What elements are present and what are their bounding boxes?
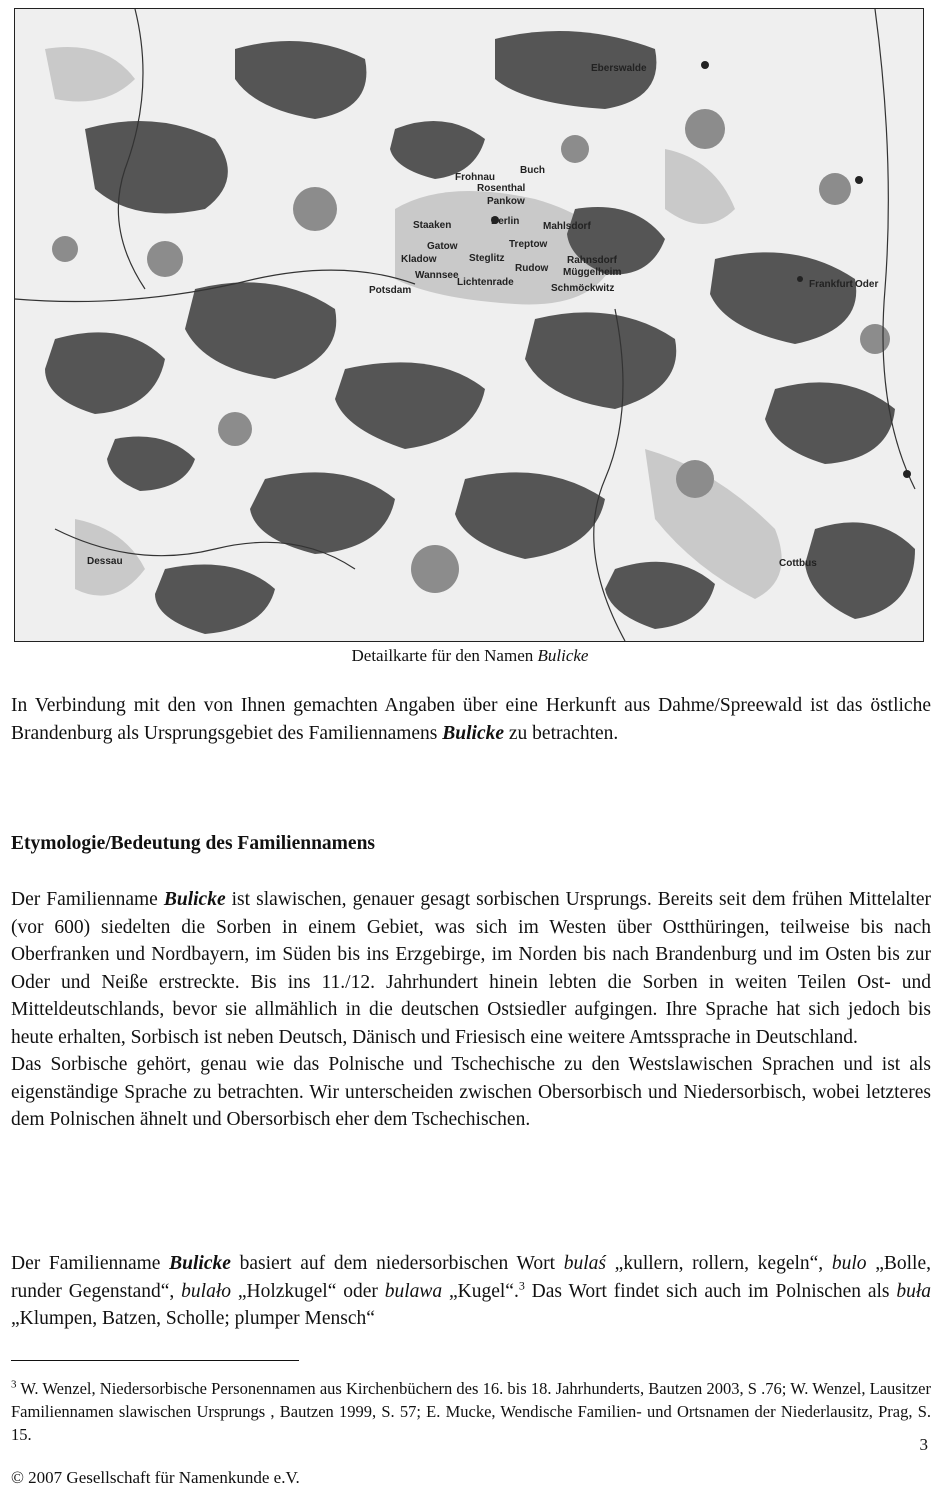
label-dessau: Dessau — [87, 556, 123, 567]
page-number: 3 — [919, 1435, 928, 1454]
label-frohnau: Frohnau — [455, 172, 495, 183]
label-rudow: Rudow — [515, 263, 549, 274]
label-treptow: Treptow — [509, 239, 548, 250]
label-cottbus: Cottbus — [779, 558, 817, 569]
footnote: $^3$ W. Wenzel, Niedersorbische Personennamen aus Kirchenbüchern des 16. bis 18. Jahrhunderts, Bautzen 2003, S .76; W. Wenzel, Lausitzer Familiennamen slawischen Ursprungs , Bautzen 1999, S. 57; E. Mucke, Wendische Familien- und Ortsnamen der Niederlausitz, Prag, S. 15. — [11, 1378, 931, 1444]
map-graphic — [15, 9, 923, 641]
footnote-mark: 3 — [11, 1378, 17, 1391]
label-eberswalde: Eberswalde — [591, 63, 647, 74]
paragraph-sorbian-history: Der Familienname Bulicke ist slawischen, genauer gesagt sorbischen Ursprungs. Bereits seit dem frühen Mittelalter (vor 600) siedelten die Sorben in einem Gebiet, was sich im Westen über Ostthüringen, teilweise bis nach Oberfranken und Nordbayern, im Süden bis ins Erzgebirge, im Norden bis nach Brandenburg und im Osten bis zur Oder und Neiße erstreckte. Bis ins 11./12. Jahrhundert hinein lebten die Sorben in weiten Teilen Ost- und Mitteldeutschlands, bevor sie allmählich in die deutschen Ostsiedler aufgingen. Ihre Sprache hat sich jedoch bis heute erhalten, Sorbisch ist neben Deutsch, Dänisch und Friesisch eine weitere Amtssprache in Deutschland. Das Sorbische gehört, genau wie das Polnische und Tschechische zu den Westslawischen Sprachen und ist als eigenständige Sprache zu betrachten. Wir unterscheiden zwischen Obersorbisch und Niedersorbisch, wobei letzteres dem Polnischen ähnelt und Obersorbisch eher dem Tschechischen. — [11, 889, 931, 1130]
label-potsdam: Potsdam — [369, 285, 412, 296]
paragraph-word-origin: Der Familienname Bulicke basiert auf dem niedersorbischen Wort bulaś „kullern, rollern, kegeln“, bulo „Bolle, runder Gegenstand“, bulało „Holzkugel“ oder bulawa „Kugel“.$^3$ Das Wort findet sich auch im Polnischen als buła „Klumpen, Batzen, Scholle; plumper Mensch“ — [11, 1253, 932, 1329]
footnote-reference: 3 — [518, 1278, 525, 1292]
label-wannsee: Wannsee — [415, 270, 459, 281]
label-steglitz: Steglitz — [469, 253, 505, 264]
footnote-divider — [11, 1360, 299, 1361]
label-kladow: Kladow — [401, 254, 437, 265]
map-caption: Detailkarte für den Namen Bulicke — [351, 646, 589, 665]
label-mueggelheim: Müggelheim — [563, 267, 622, 278]
label-gatow: Gatow — [427, 241, 458, 252]
label-buch: Buch — [520, 165, 545, 176]
copyright-notice: © 2007 Gesellschaft für Namenkunde e.V. — [11, 1468, 300, 1487]
label-rosenthal: Rosenthal — [477, 183, 526, 194]
paragraph-origin: In Verbindung mit den von Ihnen gemachten Angaben über eine Herkunft aus Dahme/Spreewald ist das östliche Brandenburg als Ursprungsgebiet des Familiennamens Bulicke zu betrachten. — [11, 695, 931, 744]
distribution-map — [14, 8, 924, 642]
label-oder: Oder — [855, 279, 879, 290]
label-frankfurt: Frankfurt — [809, 279, 853, 290]
section-heading: Etymologie/Bedeutung des Familiennamens — [11, 833, 376, 854]
label-mahlsdorf: Mahlsdorf — [543, 221, 591, 232]
label-berlin: Berlin — [491, 216, 520, 227]
label-schmoeckwitz: Schmöckwitz — [551, 283, 615, 294]
label-lichtenrade: Lichtenrade — [457, 277, 514, 288]
label-pankow: Pankow — [487, 196, 525, 207]
label-rahnsdorf: Rahnsdorf — [567, 255, 617, 266]
label-staaken: Staaken — [413, 220, 452, 231]
